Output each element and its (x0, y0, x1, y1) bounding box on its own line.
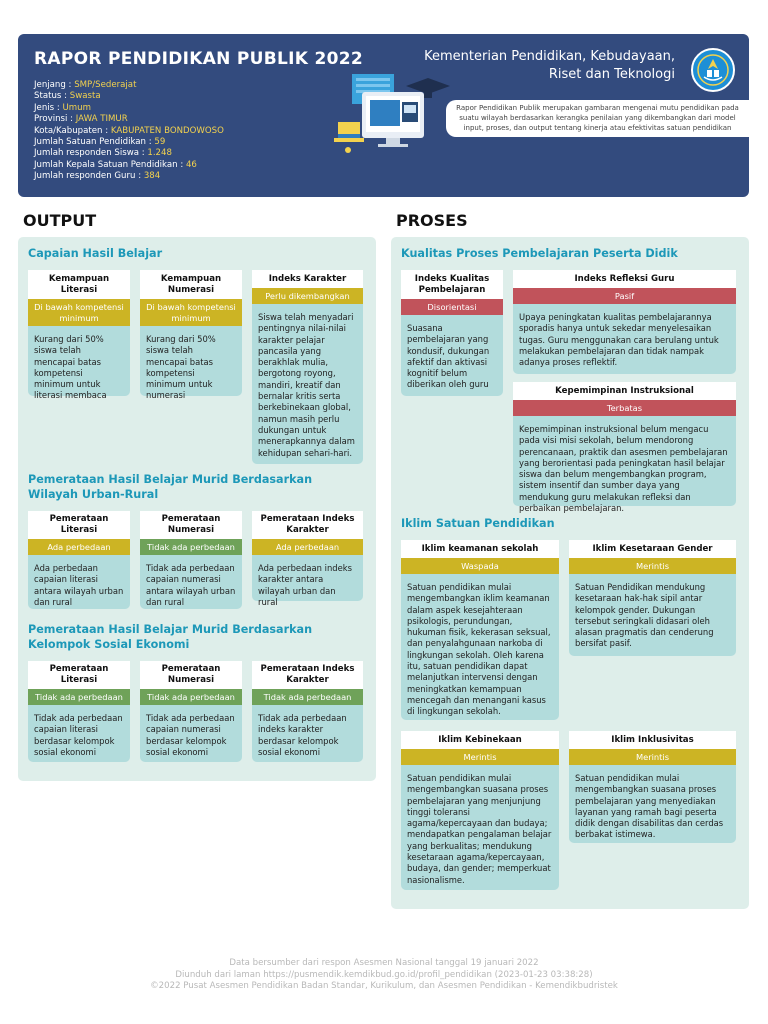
proses-title: PROSES (396, 211, 468, 230)
card-title: Iklim Kesetaraan Gender (569, 540, 736, 558)
status-badge: Merintis (569, 749, 736, 765)
sosial-heading: Pemerataan Hasil Belajar Murid Berdasarkan Kelompok Sosial Ekonomi (28, 623, 313, 651)
wilayah-numerasi-card (140, 511, 242, 609)
info-row: Jumlah responden Guru : 384 (34, 171, 161, 182)
card-title: Kemampuan Literasi (28, 270, 130, 299)
card-description: Satuan pendidikan mulai mengembangkan suasana proses pembelajaran yang menyediakan layanan yang ramah bagi peserta didik dengan disabilitas dan cerdas berbakat istimewa. (575, 773, 724, 840)
inklusivitas-card (569, 731, 736, 843)
status-badge: Pasif (513, 288, 736, 304)
wilayah-karakter-card (252, 511, 363, 607)
numerasi-card (140, 270, 242, 401)
ministry-logo-icon (691, 48, 735, 92)
output-title: OUTPUT (23, 211, 97, 230)
status-badge: Terbatas (513, 400, 736, 416)
status-badge: Ada perbedaan (252, 539, 363, 555)
kualitas-heading: Kualitas Proses Pembelajaran Peserta Didik (401, 247, 678, 260)
card-description: Tidak ada perbedaan indeks karakter berdasar kelompok sosial ekonomi (258, 713, 347, 757)
karakter-card (252, 270, 363, 464)
card-title: Iklim keamanan sekolah (401, 540, 559, 558)
kebinekaan-card (401, 731, 559, 890)
card-description: Ada perbedaan indeks karakter antara wilayah urban dan rural (258, 563, 352, 607)
wilayah-literasi-card (28, 511, 130, 609)
card-title: Pemerataan Literasi (28, 661, 130, 689)
status-badge: Di bawah kompetensi minimum (140, 299, 242, 326)
keamanan-card (401, 540, 559, 720)
status-badge: Disorientasi (401, 299, 503, 315)
info-row: Jumlah Kepala Satuan Pendidikan : 46 (34, 159, 197, 170)
card-description: Ada perbedaan capaian literasi antara wilayah urban dan rural (34, 563, 124, 607)
status-badge: Waspada (401, 558, 559, 574)
card-description: Tidak ada perbedaan capaian numerasi antara wilayah urban dan rural (146, 563, 236, 607)
ministry-name: Kementerian Pendidikan, Kebudayaan, Riset dan Teknologi (424, 49, 675, 82)
footer-source: Data bersumber dari respon Asesmen Nasional tanggal 19 januari 2022 (229, 958, 539, 968)
status-badge: Tidak ada perbedaan (252, 689, 363, 705)
iklim-heading: Iklim Satuan Pendidikan (401, 517, 555, 530)
info-row: Status : Swasta (34, 91, 101, 102)
kualitas-pembelajaran-card (401, 270, 503, 396)
page-footer (0, 958, 768, 993)
card-title: Pemerataan Numerasi (140, 511, 242, 539)
sosial-karakter-card (252, 661, 363, 762)
status-badge: Perlu dikembangkan (252, 288, 363, 304)
card-title: Pemerataan Literasi (28, 511, 130, 539)
report-title: RAPOR PENDIDIKAN PUBLIK 2022 (34, 49, 364, 69)
literasi-card (28, 270, 130, 401)
report-description: Rapor Pendidikan Publik merupakan gambaran mengenai mutu pendidikan pada suatu wilayah berdasarkan kerangka penilaian yang dikembangkan dari model input, proses, dan output tentang kinerja atau efektivitas satuan pendidikan (446, 100, 749, 137)
card-description: Tidak ada perbedaan capaian literasi berdasar kelompok sosial ekonomi (34, 713, 123, 757)
card-description: Kurang dari 50% siswa telah mencapai batas kompetensi minimum untuk numerasi (146, 334, 216, 401)
card-description: Upaya peningkatan kualitas pembelajarannya sporadis hanya untuk sekedar menyelesaikan tugas. Guru menggunakan cara berulang untuk melakukan pembelajaran dan tidak nampak adanya proses reflektif. (519, 312, 719, 368)
capaian-heading: Capaian Hasil Belajar (28, 247, 163, 260)
region-info (34, 80, 224, 183)
footer-copyright: ©2022 Pusat Asesmen Pendidikan Badan Standar, Kurikulum, dan Asesmen Pendidikan - Kemendikbudristek (150, 981, 618, 992)
kepemimpinan-card (513, 382, 736, 514)
status-badge: Di bawah kompetensi minimum (28, 299, 130, 326)
status-badge: Tidak ada perbedaan (28, 689, 130, 705)
card-title: Kepemimpinan Instruksional (513, 382, 736, 400)
card-description: Kurang dari 50% siswa telah mencapai batas kompetensi minimum untuk literasi membaca (34, 334, 107, 401)
card-title: Indeks Refleksi Guru (513, 270, 736, 288)
card-description: Suasana pembelajaran yang kondusif, dukungan afektif dan aktivasi kognitif belum diberikan oleh guru (407, 323, 490, 390)
info-row: Jumlah Satuan Pendidikan : 59 (34, 137, 166, 148)
card-title: Pemerataan Indeks Karakter (252, 661, 363, 689)
info-row: Jenis : Umum (34, 102, 91, 113)
card-description: Satuan Pendidikan mendukung kesetaraan hak-hak sipil antar kelompok gender. Dukungan tersebut seringkali didasari oleh alasan pragmatis dan cenderung bersifat pasif. (575, 582, 714, 649)
card-description: Tidak ada perbedaan capaian numerasi berdasar kelompok sosial ekonomi (146, 713, 235, 757)
status-badge: Merintis (401, 749, 559, 765)
report-header (18, 34, 749, 197)
status-badge: Merintis (569, 558, 736, 574)
status-badge: Ada perbedaan (28, 539, 130, 555)
refleksi-guru-card (513, 270, 736, 374)
wilayah-heading: Pemerataan Hasil Belajar Murid Berdasarkan Wilayah Urban-Rural (28, 473, 313, 501)
status-badge: Tidak ada perbedaan (140, 539, 242, 555)
card-title: Indeks Karakter (252, 270, 363, 288)
card-description: Satuan pendidikan mulai mengembangkan suasana proses pembelajaran yang menjunjung tinggi toleransi agama/kepercayaan dan budaya; mendapatkan pengalaman belajar yang berkualitas; mendukung kesetaraan agama/kepercayaan, budaya, dan gender; memperkuat nasionalisme. (407, 773, 552, 885)
info-row: Jenjang : SMP/Sederajat (34, 80, 137, 90)
card-description: Siswa telah menyadari pentingnya nilai-nilai karakter pelajar pancasila yang berakhlak mulia, bergotong royong, mandiri, kreatif dan bernalar kritis serta berkebinekaan global, namun masih perlu dukungan untuk menerapkannya dalam kehidupan sehari-hari. (258, 312, 355, 458)
card-title: Pemerataan Numerasi (140, 661, 242, 689)
card-description: Kepemimpinan instruksional belum mengacu pada visi misi sekolah, belum mendorong perencanaan, praktik dan asesmen pembelajaran yang berorientasi pada peningkatan hasil belajar siswa dan belum mengembangkan program, sistem insentif dan sumber daya yang mendukung guru melakukan refleksi dan perbaikan pembelajaran. (519, 424, 728, 514)
card-title: Iklim Kebinekaan (401, 731, 559, 749)
card-title: Kemampuan Numerasi (140, 270, 242, 299)
status-badge: Tidak ada perbedaan (140, 689, 242, 705)
card-description: Satuan pendidikan mulai mengembangkan iklim keamanan dalam aspek kesejahteraan psikologis, perundungan, hukuman fisik, kekerasan seksual, dan penyalahgunaan narkoba di lingkungan sekolah. Oleh karena itu, satuan pendidikan dapat melanjutkan intervensi dengan meningkatkan kemampuan mencegah dan menangani kasus di lingkungan sekolah. (407, 582, 551, 717)
sosial-numerasi-card (140, 661, 242, 762)
card-title: Pemerataan Indeks Karakter (252, 511, 363, 539)
info-row: Jumlah responden Siswa : 1.248 (34, 148, 172, 159)
info-row: Provinsi : JAWA TIMUR (34, 114, 128, 125)
card-title: Iklim Inklusivitas (569, 731, 736, 749)
card-title: Indeks Kualitas Pembelajaran (401, 270, 503, 299)
gender-card (569, 540, 736, 656)
footer-download-link: Diunduh dari laman https://pusmendik.kemdikbud.go.id/profil_pendidikan (2023-01-23 03:38:28) (175, 969, 593, 980)
sosial-literasi-card (28, 661, 130, 762)
info-row: Kota/Kabupaten : KABUPATEN BONDOWOSO (34, 125, 224, 136)
